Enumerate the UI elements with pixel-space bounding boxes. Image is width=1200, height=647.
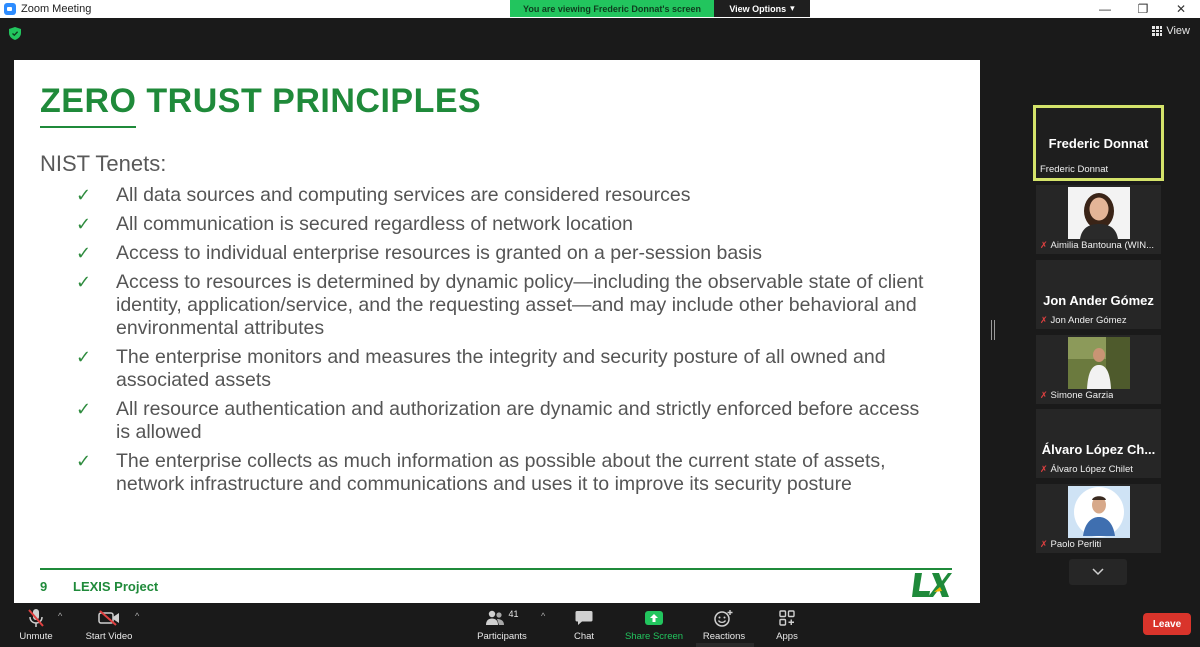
zoom-app-icon: [4, 3, 16, 15]
share-screen-icon: [645, 611, 663, 625]
mic-muted-icon: [27, 608, 45, 628]
participant-count: 41: [508, 609, 519, 619]
meeting-toolbar: [0, 603, 1200, 647]
list-item: [76, 184, 926, 207]
share-screen-label: Share Screen: [624, 631, 684, 642]
apps-label: Apps: [776, 631, 798, 642]
lexis-logo-icon: [912, 570, 952, 600]
restore-icon[interactable]: ❐: [1137, 2, 1149, 16]
participant-name: Paolo Perliti: [1050, 539, 1102, 550]
tenet-list: [76, 184, 926, 502]
tenet-text: The enterprise collects as much information as possible about the current state of assets, network infrastructure and communications and uses it to improve its security posture: [116, 450, 886, 495]
checkmark-icon: ✓: [76, 214, 92, 234]
checkmark-icon: ✓: [76, 243, 92, 263]
footer-divider: [40, 568, 952, 570]
participant-tile[interactable]: [1036, 484, 1161, 553]
participant-name: Simone Garzia: [1050, 390, 1114, 401]
shared-screen-slide: [14, 60, 980, 604]
tenet-text: All resource authentication and authorization are dynamic and strictly enforced before access is allowed: [116, 398, 920, 443]
participant-name-label: [1040, 240, 1154, 251]
participant-tile[interactable]: [1036, 185, 1161, 254]
list-item: [76, 271, 926, 340]
participant-display-name: Frederic Donnat: [1048, 136, 1149, 151]
close-icon[interactable]: ✕: [1175, 2, 1187, 16]
participant-name-label: [1040, 315, 1127, 326]
mic-muted-icon: ✗: [1040, 390, 1048, 400]
checkmark-icon: ✓: [76, 347, 92, 367]
tenet-text: Access to resources is determined by dynamic policy—including the observable state of client identity, application/service, and the requesting asset—and may include other behavioral and environmental attributes: [116, 271, 924, 339]
list-item: [76, 450, 926, 496]
participant-name-label: [1040, 164, 1108, 175]
participant-name: Aimilia Bantouna (WIN...: [1050, 240, 1155, 251]
share-screen-button[interactable]: [624, 607, 684, 642]
title-underline: [40, 126, 136, 128]
tenet-text: All communication is secured regardless of network location: [116, 213, 633, 235]
mic-muted-icon: ✗: [1040, 539, 1048, 549]
chevron-down-icon: ▾: [790, 3, 795, 13]
tenet-text: The enterprise monitors and measures the integrity and security posture of all owned and associated assets: [116, 346, 886, 391]
reactions-smiley-icon: [714, 609, 734, 627]
video-off-icon: [98, 610, 120, 626]
slide-subtitle: NIST Tenets:: [40, 151, 167, 176]
participant-name: Frederic Donnat: [1040, 164, 1109, 175]
list-item: [76, 346, 926, 392]
checkmark-icon: ✓: [76, 272, 92, 292]
leave-button[interactable]: Leave: [1143, 613, 1191, 635]
view-options-label: View Options: [729, 3, 787, 14]
participant-display-name: Jon Ander Gómez: [1043, 293, 1154, 308]
list-item: [76, 398, 926, 444]
view-options-button[interactable]: [714, 0, 810, 17]
list-item: [76, 242, 926, 265]
chevron-down-icon: [1092, 568, 1104, 576]
reactions-button[interactable]: [700, 607, 748, 642]
scroll-participants-down-button[interactable]: [1069, 559, 1127, 585]
panel-resize-handle[interactable]: [991, 320, 995, 340]
audio-options-caret-icon[interactable]: ^: [58, 611, 63, 621]
toolbar-scroll-indicator: [696, 643, 754, 647]
unmute-button[interactable]: [14, 607, 58, 642]
unmute-label: Unmute: [19, 631, 53, 642]
participant-name-label: [1040, 390, 1113, 401]
tenet-text: All data sources and computing services are considered resources: [116, 184, 691, 206]
checkmark-icon: ✓: [76, 185, 92, 205]
checkmark-icon: ✓: [76, 451, 92, 471]
grid-icon: [1152, 26, 1162, 36]
mic-muted-icon: ✗: [1040, 240, 1048, 250]
participant-name-label: [1040, 539, 1101, 550]
view-button[interactable]: [1152, 25, 1190, 37]
window-controls: [1086, 0, 1200, 18]
footer-project-name: LEXIS Project: [73, 579, 159, 594]
mic-muted-icon: ✗: [1040, 464, 1048, 474]
view-label: View: [1166, 25, 1190, 37]
tenet-text: Access to individual enterprise resources is granted on a per-session basis: [116, 242, 762, 264]
mic-muted-icon: ✗: [1040, 315, 1048, 325]
chat-icon: [575, 610, 593, 626]
screen-share-banner: You are viewing Frederic Donnat's screen: [510, 0, 714, 17]
participant-name-label: [1040, 464, 1133, 475]
participants-label: Participants: [477, 631, 527, 642]
apps-button[interactable]: [770, 607, 804, 642]
reactions-label: Reactions: [702, 631, 746, 642]
participant-tile[interactable]: [1033, 105, 1164, 181]
slide-page-number: 9: [40, 579, 48, 594]
slide-title: ZERO TRUST PRINCIPLES: [40, 82, 482, 120]
participant-video: [1068, 486, 1130, 538]
participants-options-caret-icon[interactable]: ^: [541, 611, 546, 621]
participant-tile[interactable]: [1036, 409, 1161, 478]
window-title: Zoom Meeting: [21, 3, 92, 15]
video-options-caret-icon[interactable]: ^: [135, 611, 140, 621]
participant-tile[interactable]: [1036, 260, 1161, 329]
start-video-label: Start Video: [85, 631, 133, 642]
participant-video: [1068, 337, 1130, 389]
participants-button[interactable]: [474, 607, 530, 642]
list-item: [76, 213, 926, 236]
participant-video: [1068, 187, 1130, 239]
minimize-icon[interactable]: —: [1099, 2, 1111, 16]
participant-name: Jon Ander Gómez: [1050, 315, 1127, 326]
participant-name: Álvaro López Chilet: [1050, 464, 1133, 475]
checkmark-icon: ✓: [76, 399, 92, 419]
participant-display-name: Álvaro López Ch...: [1041, 442, 1156, 457]
chat-label: Chat: [573, 631, 595, 642]
chat-button[interactable]: [566, 607, 602, 642]
start-video-button[interactable]: [82, 607, 136, 642]
encryption-shield-icon[interactable]: [9, 27, 21, 40]
participant-tile[interactable]: [1036, 335, 1161, 404]
participants-icon: [485, 610, 505, 626]
apps-icon: [779, 610, 795, 626]
